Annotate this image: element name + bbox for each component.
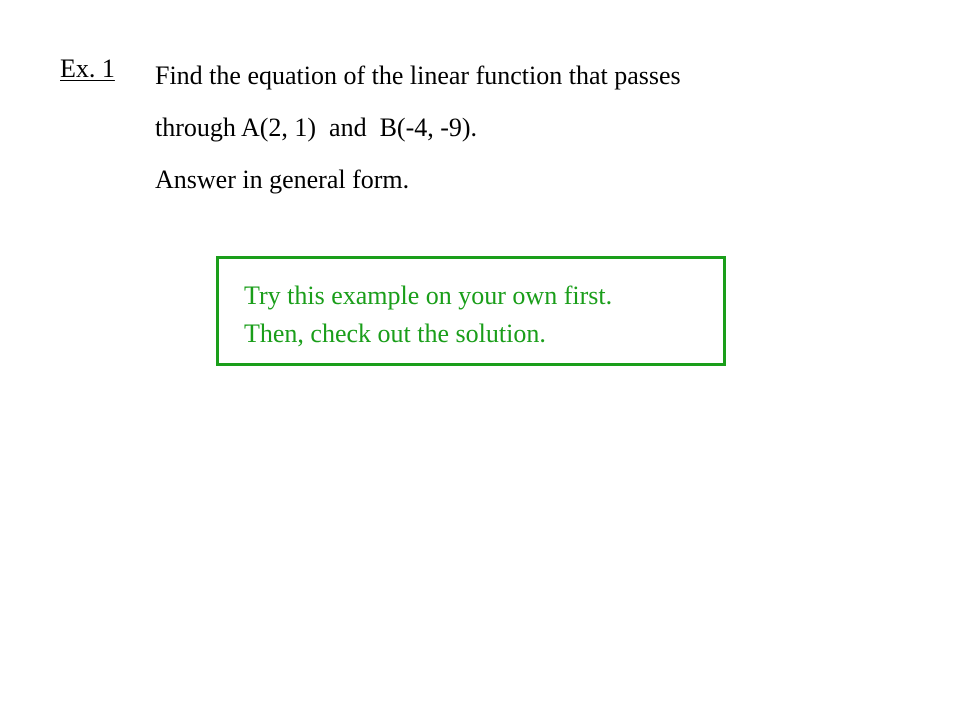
problem-line-1: Find the equation of the linear function that passes xyxy=(155,61,681,90)
problem-line-2: through A(2, 1) and B(-4, -9). xyxy=(155,113,478,142)
hint-box xyxy=(216,256,726,366)
hint-line-1: Try this example on your own first. xyxy=(244,281,613,310)
example-label: Ex. 1 xyxy=(60,54,115,83)
hint-text xyxy=(244,277,612,353)
hint-line-2: Then, check out the solution. xyxy=(244,319,546,348)
problem-line-3: Answer in general form. xyxy=(155,165,410,194)
problem-statement xyxy=(155,50,681,206)
